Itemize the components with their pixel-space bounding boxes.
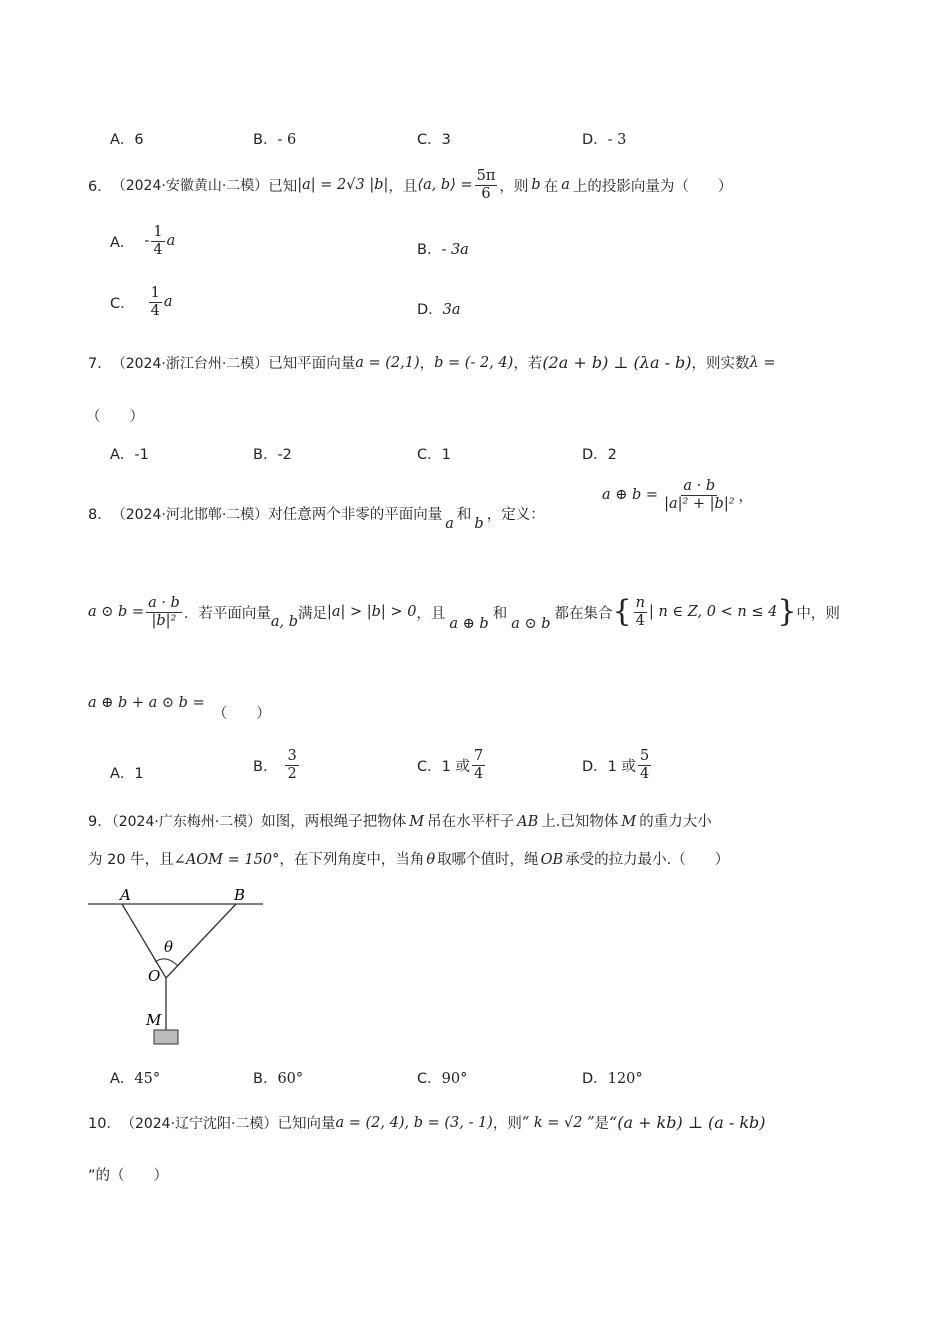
question-source: （2024·浙江台州·二模） <box>111 355 269 372</box>
question-10-stem <box>88 1112 766 1133</box>
q6-option-d: D．3a <box>417 302 461 318</box>
stem-text: ，则实数 <box>691 356 750 372</box>
q9-option-b: B．60° <box>253 1071 304 1087</box>
stem-text: 取哪个值时，绳 <box>437 852 539 868</box>
stem-text: 上的投影向量为（ ） <box>572 178 733 195</box>
stem-text: 已知向量 <box>277 1116 336 1132</box>
question-source: （2024·河北邯郸·二模） <box>111 506 269 523</box>
stem-text: ， <box>419 356 435 372</box>
stem-text: 对任意两个非零的平面向量 <box>268 507 443 523</box>
stem-text: ，且 <box>416 605 446 622</box>
answer-paren: （ ） <box>212 706 271 722</box>
label-a: A <box>120 886 131 904</box>
q8-option-b: B． $\frac{3}{2}$ <box>253 748 297 782</box>
question-source: （2024·辽宁沈阳·二模） <box>120 1115 278 1132</box>
answer-paren: （ ） <box>86 409 144 425</box>
stem-text: 中，则 <box>796 605 840 622</box>
label-theta: θ <box>164 938 174 956</box>
q9-option-a: A．45° <box>110 1071 161 1087</box>
question-number: 8． <box>88 507 112 523</box>
stem-text: 在 <box>543 178 559 195</box>
q8-option-c: C． 1 或 $\frac{7}{4}$ <box>417 748 484 782</box>
math-var: a <box>445 515 454 532</box>
stem-text: 的重力大小 <box>639 814 712 830</box>
definition-odot: a ⊙ b = <box>88 604 145 621</box>
stem-text: ，若 <box>513 356 543 372</box>
question-source: （2024·安徽黄山·二模） <box>111 178 269 195</box>
q9-option-c: C．90° <box>417 1071 468 1087</box>
math-var: M <box>621 814 637 830</box>
stem-text: ，定义： <box>486 507 545 523</box>
question-8-stem-line2: a ⊙ b = $\frac{a \cdot b}{\text{|b|²}}$ ．若平面向量 a, b 满足 |a| > |b| > 0 ，且 a ⊕ b 和 a ⊙ b 都在集合 { $\frac{n}{4}$ | n ∈ Z, 0 < n ≤ 4 } 中，则 <box>88 594 840 633</box>
label-m: M <box>146 1011 162 1029</box>
question-8-stem-line3 <box>88 692 271 722</box>
q5-option-c: C．3 <box>417 132 451 148</box>
stem-text: 承受的拉力最小.（ ） <box>565 852 730 868</box>
question-number: 10． <box>88 1116 121 1132</box>
weight-block <box>154 1030 178 1044</box>
stem-text: 如图，两根绳子把物体 <box>261 814 407 830</box>
math-expr: λ = <box>749 354 776 371</box>
question-number: 6． <box>88 178 112 195</box>
q9-option-d: D．120° <box>582 1071 643 1087</box>
stem-text: 是 <box>594 1116 610 1132</box>
question-10-stem-line2: ”的（ ） <box>88 1168 169 1184</box>
stem-text: 上.已知物体 <box>541 814 619 830</box>
math-expr: a ⊕ b <box>449 616 489 633</box>
question-6-stem <box>88 168 732 202</box>
math-expr: b = (- 2, 4) <box>434 354 514 371</box>
math-expr: | n ∈ Z, 0 < n ≤ 4 <box>648 604 778 621</box>
q5-option-b: B．- 6 <box>253 132 297 148</box>
fraction: $\frac{a \cdot b}{\text{|b|²}}$ <box>148 595 180 629</box>
stem-text: 已知平面向量 <box>268 356 356 372</box>
q6-option-b: B．- 3a <box>417 242 469 258</box>
label-b: B <box>234 886 246 904</box>
q6-option-a: A． - $\frac{1}{4}$ a <box>110 224 176 258</box>
stem-text: 吊在水平杆子 <box>427 814 515 830</box>
question-7-stem <box>88 352 776 373</box>
stem-text: 和 <box>456 507 472 523</box>
q6-option-c: C． $\frac{1}{4}$ a <box>110 285 173 319</box>
stem-text: 满足 <box>297 605 327 622</box>
q8-option-a: A．1 <box>110 766 144 782</box>
stem-text: ，在下列角度中，当角 <box>279 852 425 868</box>
math-var: M <box>409 814 425 830</box>
q7-option-c: C．1 <box>417 447 451 463</box>
math-expr: (2a + b) ⊥ (λa - b) <box>542 353 692 372</box>
math-var: b <box>531 177 541 194</box>
fraction: $\frac{n}{4}$ <box>635 595 645 629</box>
math-var: b <box>474 515 484 532</box>
question-9-stem <box>88 810 712 831</box>
math-var: AB <box>517 814 539 830</box>
stem-text: 已知 <box>268 178 298 195</box>
stem-text: 和 <box>492 605 508 622</box>
stem-text: 都在集合 <box>554 605 613 622</box>
question-9-stem-line2 <box>88 848 729 869</box>
definition-oplus: a ⊕ b = $\frac{a \cdot b}{\text{|a|² + |b|²}}$ ， <box>602 478 754 512</box>
math-expr: |a| = 2√3 |b| <box>297 177 389 194</box>
question-8-stem <box>88 503 545 532</box>
q7-option-d: D．2 <box>582 447 617 463</box>
question-source: （2024·广东梅州·二模） <box>111 814 262 830</box>
q5-option-a: A．6 <box>110 132 144 148</box>
stem-text: ，则 <box>492 1116 522 1132</box>
math-var: a <box>561 177 570 194</box>
math-expr: ∠AOM = 150° <box>173 852 280 868</box>
rope-diagram <box>80 880 270 1050</box>
math-expr: a = (2,1) <box>355 354 420 371</box>
math-expr: a = (2, 4), b = (3, - 1) <box>335 1114 493 1131</box>
math-expr: “ k = √2 ” <box>521 1114 595 1131</box>
rope-ob <box>166 904 236 978</box>
fraction: $\frac{5\pi}{6}$ <box>476 168 496 202</box>
q5-option-d: D．- 3 <box>582 132 627 148</box>
stem-text: 为 20 牛，且 <box>88 852 174 868</box>
q7-option-b: B．-2 <box>253 447 292 463</box>
question-number: 7． <box>88 356 112 372</box>
math-expr: ⟨a, b⟩ = <box>417 177 473 194</box>
question-number: 9． <box>88 814 112 830</box>
stem-text: ，则 <box>499 178 529 195</box>
math-var: θ <box>426 852 436 868</box>
q8-option-d: D． 1 或 $\frac{5}{4}$ <box>582 748 650 782</box>
math-expr: “(a + kb) ⊥ (a - kb) <box>609 1113 766 1132</box>
math-expr: a ⊙ b <box>511 616 551 633</box>
q7-option-a: A．-1 <box>110 447 149 463</box>
math-var: OB <box>540 852 564 868</box>
math-expr: a ⊕ b + a ⊙ b = <box>88 694 205 711</box>
math-expr: |a| > |b| > 0 <box>326 604 417 621</box>
stem-text: ，且 <box>388 178 418 195</box>
math-expr: a, b <box>270 614 298 631</box>
label-o: O <box>148 967 161 985</box>
stem-text: ．若平面向量 <box>183 605 271 622</box>
